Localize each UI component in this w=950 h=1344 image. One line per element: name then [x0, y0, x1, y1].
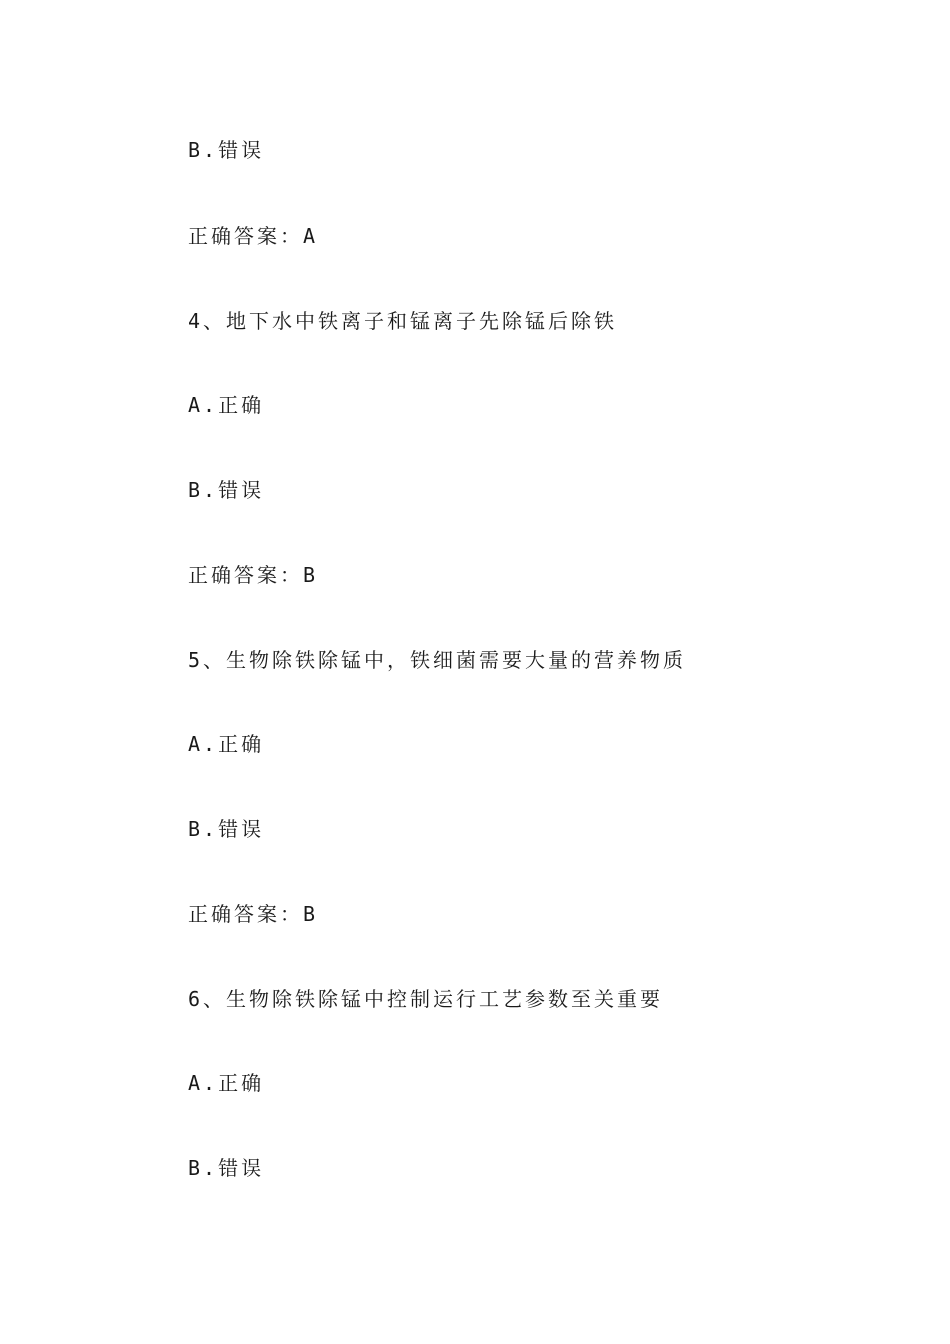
- option-b: B.错误: [188, 138, 265, 162]
- answer-line: 正确答案：B: [188, 902, 319, 926]
- option-a: A.正确: [188, 393, 265, 417]
- option-a: A.正确: [188, 1071, 265, 1095]
- option-a: A.正确: [188, 732, 265, 756]
- option-b: B.错误: [188, 1156, 265, 1180]
- option-b: B.错误: [188, 478, 265, 502]
- answer-line: 正确答案：A: [188, 224, 319, 248]
- question-5: 5、生物除铁除锰中，铁细菌需要大量的营养物质: [188, 648, 687, 672]
- answer-line: 正确答案：B: [188, 563, 319, 587]
- question-6: 6、生物除铁除锰中控制运行工艺参数至关重要: [188, 987, 664, 1011]
- option-b: B.错误: [188, 817, 265, 841]
- question-4: 4、地下水中铁离子和锰离子先除锰后除铁: [188, 309, 618, 333]
